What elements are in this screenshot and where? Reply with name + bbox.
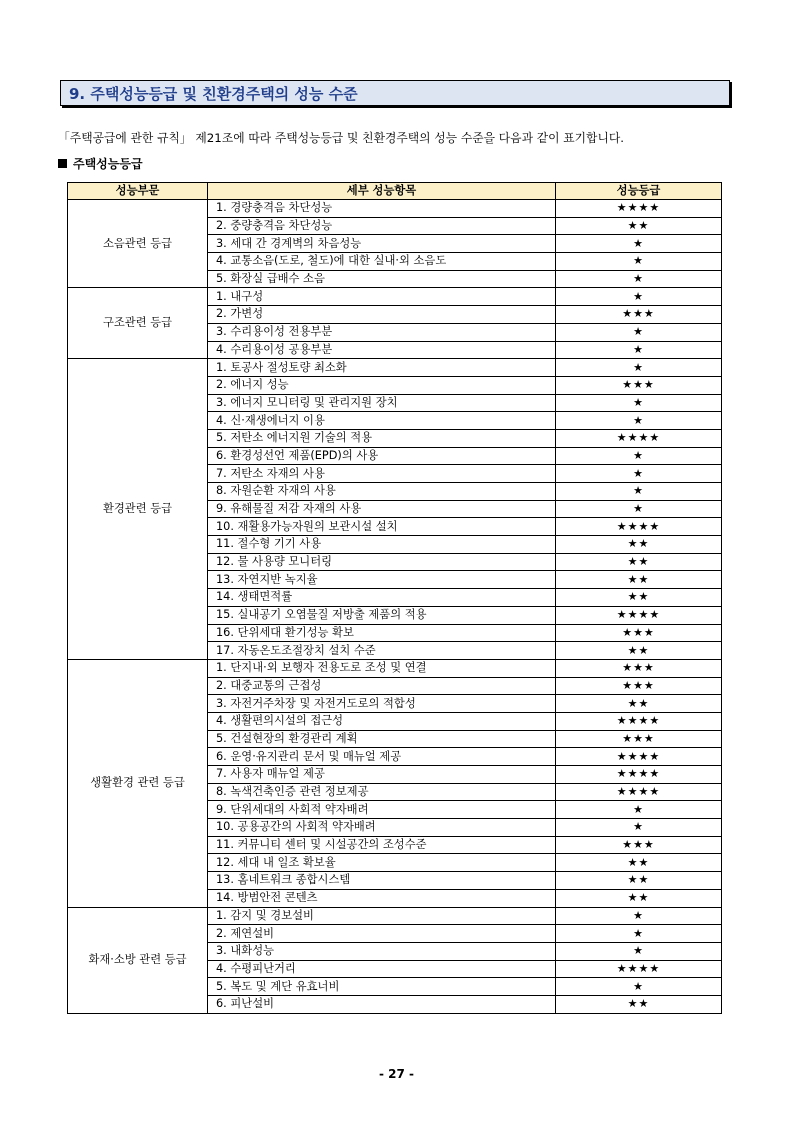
item-cell: 1. 경량충격음 차단성능 bbox=[208, 200, 556, 218]
grade-cell: ★★ bbox=[556, 217, 722, 235]
category-cell: 구조관련 등급 bbox=[68, 288, 208, 359]
item-cell: 3. 내화성능 bbox=[208, 942, 556, 960]
item-cell: 3. 에너지 모니터링 및 관리지원 장치 bbox=[208, 394, 556, 412]
item-cell: 12. 물 사용량 모니터링 bbox=[208, 553, 556, 571]
grade-cell: ★★ bbox=[556, 571, 722, 589]
item-cell: 6. 환경성선언 제품(EPD)의 사용 bbox=[208, 447, 556, 465]
performance-grade-table bbox=[67, 182, 722, 1014]
grade-cell: ★★ bbox=[556, 854, 722, 872]
grade-cell: ★★ bbox=[556, 872, 722, 890]
grade-cell: ★★★ bbox=[556, 677, 722, 695]
item-cell: 11. 절수형 기기 사용 bbox=[208, 536, 556, 554]
item-cell: 7. 사용자 매뉴얼 제공 bbox=[208, 766, 556, 784]
header-category: 성능부문 bbox=[68, 183, 208, 200]
grade-cell: ★ bbox=[556, 925, 722, 943]
subsection-title: 주택성능등급 bbox=[73, 157, 143, 171]
item-cell: 6. 운영·유지관리 문서 및 매뉴얼 제공 bbox=[208, 748, 556, 766]
item-cell: 3. 수리용이성 전용부분 bbox=[208, 323, 556, 341]
grade-cell: ★★★ bbox=[556, 624, 722, 642]
grade-cell: ★ bbox=[556, 942, 722, 960]
item-cell: 10. 공용공간의 사회적 약자배려 bbox=[208, 819, 556, 837]
item-cell: 6. 피난설비 bbox=[208, 995, 556, 1013]
item-cell: 5. 저탄소 에너지원 기술의 적용 bbox=[208, 429, 556, 447]
item-cell: 5. 복도 및 계단 유효너비 bbox=[208, 978, 556, 996]
intro-text: 「주택공급에 관한 규칙」 제21조에 따라 주택성능등급 및 친환경주택의 성능 수준을 다음과 같이 표기합니다. bbox=[58, 131, 624, 145]
item-cell: 1. 내구성 bbox=[208, 288, 556, 306]
grade-cell: ★ bbox=[556, 447, 722, 465]
category-cell: 소음관련 등급 bbox=[68, 200, 208, 288]
grade-cell: ★★★ bbox=[556, 836, 722, 854]
grade-cell: ★ bbox=[556, 412, 722, 430]
grade-cell: ★★ bbox=[556, 642, 722, 660]
item-cell: 4. 신·재생에너지 이용 bbox=[208, 412, 556, 430]
category-cell: 화재·소방 관련 등급 bbox=[68, 907, 208, 1013]
item-cell: 13. 자연지반 녹지율 bbox=[208, 571, 556, 589]
item-cell: 2. 제연설비 bbox=[208, 925, 556, 943]
grade-cell: ★★ bbox=[556, 536, 722, 554]
item-cell: 9. 유해물질 저감 자재의 사용 bbox=[208, 500, 556, 518]
grade-cell: ★ bbox=[556, 483, 722, 501]
item-cell: 16. 단위세대 환기성능 확보 bbox=[208, 624, 556, 642]
grade-cell: ★ bbox=[556, 978, 722, 996]
item-cell: 4. 생활편의시설의 접근성 bbox=[208, 712, 556, 730]
item-cell: 11. 커뮤니티 센터 및 시설공간의 조성수준 bbox=[208, 836, 556, 854]
grade-cell: ★★★★ bbox=[556, 200, 722, 218]
square-bullet-icon bbox=[58, 159, 67, 168]
grade-cell: ★★★ bbox=[556, 659, 722, 677]
item-cell: 8. 자원순환 자재의 사용 bbox=[208, 483, 556, 501]
grade-cell: ★ bbox=[556, 341, 722, 359]
category-cell: 생활환경 관련 등급 bbox=[68, 659, 208, 907]
item-cell: 9. 단위세대의 사회적 약자배려 bbox=[208, 801, 556, 819]
item-cell: 10. 재활용가능자원의 보관시설 설치 bbox=[208, 518, 556, 536]
grade-cell: ★★★★ bbox=[556, 748, 722, 766]
grade-cell: ★ bbox=[556, 465, 722, 483]
table-row bbox=[68, 659, 722, 677]
grade-cell: ★★★★ bbox=[556, 783, 722, 801]
item-cell: 4. 교통소음(도로, 철도)에 대한 실내·외 소음도 bbox=[208, 253, 556, 271]
grade-cell: ★★ bbox=[556, 553, 722, 571]
item-cell: 14. 생태면적률 bbox=[208, 589, 556, 607]
category-cell: 환경관련 등급 bbox=[68, 359, 208, 660]
header-item: 세부 성능항목 bbox=[208, 183, 556, 200]
grade-cell: ★★ bbox=[556, 589, 722, 607]
item-cell: 5. 건설현장의 환경관리 계획 bbox=[208, 730, 556, 748]
table-row bbox=[68, 359, 722, 377]
item-cell: 15. 실내공기 오염물질 저방출 제품의 적용 bbox=[208, 606, 556, 624]
item-cell: 13. 홈네트워크 종합시스템 bbox=[208, 872, 556, 890]
item-cell: 5. 화장실 급배수 소음 bbox=[208, 270, 556, 288]
table-body bbox=[68, 200, 722, 1014]
table-header-row bbox=[68, 183, 722, 200]
grade-cell: ★★★★ bbox=[556, 712, 722, 730]
grade-cell: ★ bbox=[556, 323, 722, 341]
item-cell: 3. 세대 간 경계벽의 차음성능 bbox=[208, 235, 556, 253]
grade-cell: ★ bbox=[556, 500, 722, 518]
grade-cell: ★★ bbox=[556, 695, 722, 713]
grade-cell: ★ bbox=[556, 235, 722, 253]
item-cell: 2. 가변성 bbox=[208, 306, 556, 324]
item-cell: 14. 방범안전 콘텐츠 bbox=[208, 889, 556, 907]
item-cell: 7. 저탄소 자재의 사용 bbox=[208, 465, 556, 483]
header-grade: 성능등급 bbox=[556, 183, 722, 200]
grade-cell: ★★★ bbox=[556, 306, 722, 324]
grade-cell: ★ bbox=[556, 288, 722, 306]
item-cell: 2. 대중교통의 근접성 bbox=[208, 677, 556, 695]
grade-cell: ★ bbox=[556, 253, 722, 271]
item-cell: 1. 단지내·외 보행자 전용도로 조성 및 연결 bbox=[208, 659, 556, 677]
item-cell: 3. 자전거주차장 및 자전거도로의 적합성 bbox=[208, 695, 556, 713]
grade-cell: ★★★ bbox=[556, 376, 722, 394]
grade-cell: ★ bbox=[556, 359, 722, 377]
table-row bbox=[68, 200, 722, 218]
item-cell: 1. 토공사 절성토량 최소화 bbox=[208, 359, 556, 377]
grade-cell: ★★★★ bbox=[556, 606, 722, 624]
item-cell: 12. 세대 내 일조 확보율 bbox=[208, 854, 556, 872]
item-cell: 2. 중량충격음 차단성능 bbox=[208, 217, 556, 235]
item-cell: 4. 수평피난거리 bbox=[208, 960, 556, 978]
grade-cell: ★ bbox=[556, 819, 722, 837]
item-cell: 17. 자동온도조절장치 설치 수준 bbox=[208, 642, 556, 660]
table-row bbox=[68, 288, 722, 306]
grade-cell: ★ bbox=[556, 394, 722, 412]
item-cell: 8. 녹색건축인증 관련 정보제공 bbox=[208, 783, 556, 801]
grade-cell: ★★★★ bbox=[556, 766, 722, 784]
grade-cell: ★★★★ bbox=[556, 429, 722, 447]
page-title: 9. 주택성능등급 및 친환경주택의 성능 수준 bbox=[69, 85, 358, 103]
grade-cell: ★★★ bbox=[556, 730, 722, 748]
section-title-box bbox=[60, 80, 730, 106]
subsection-heading bbox=[58, 155, 143, 172]
grade-cell: ★ bbox=[556, 270, 722, 288]
page-number: - 27 - bbox=[378, 1067, 414, 1081]
item-cell: 4. 수리용이성 공용부분 bbox=[208, 341, 556, 359]
grade-cell: ★ bbox=[556, 801, 722, 819]
grade-cell: ★★ bbox=[556, 995, 722, 1013]
grade-cell: ★★★★ bbox=[556, 518, 722, 536]
grade-cell: ★ bbox=[556, 907, 722, 925]
item-cell: 2. 에너지 성능 bbox=[208, 376, 556, 394]
item-cell: 1. 감지 및 경보설비 bbox=[208, 907, 556, 925]
table-row bbox=[68, 907, 722, 925]
grade-cell: ★★★★ bbox=[556, 960, 722, 978]
grade-cell: ★★ bbox=[556, 889, 722, 907]
